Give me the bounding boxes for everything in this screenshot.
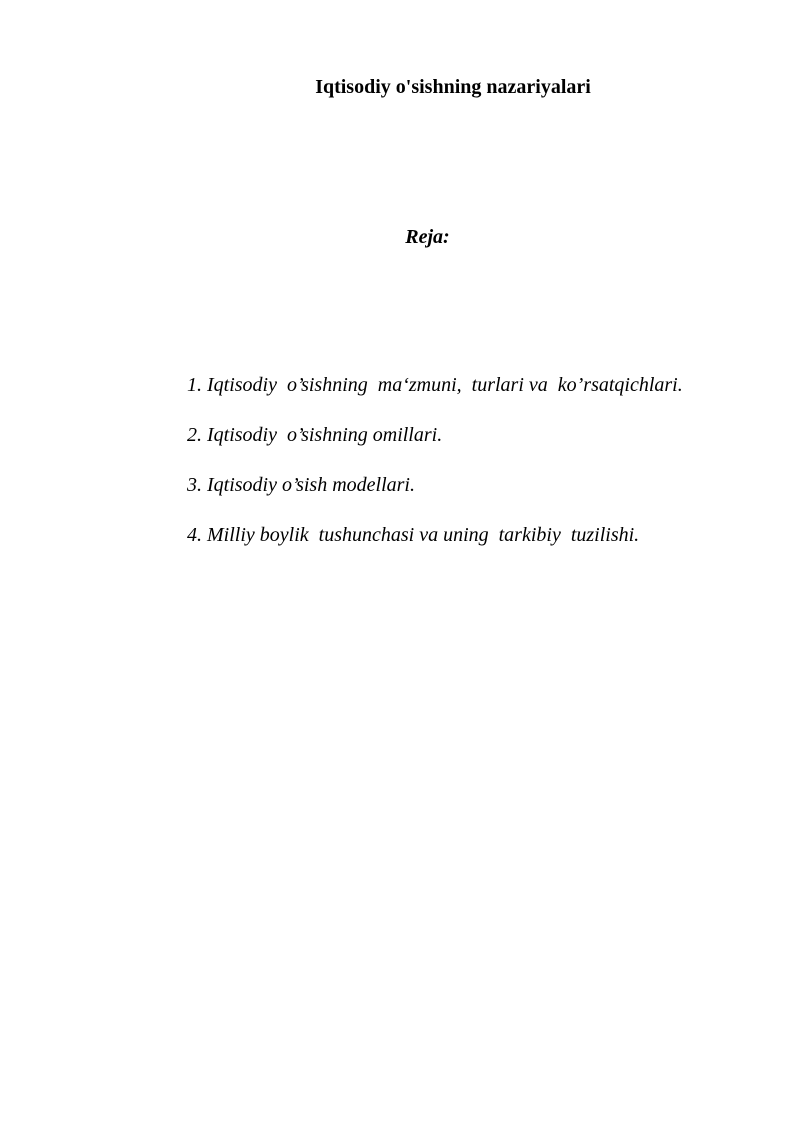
plan-list [187, 373, 683, 573]
document-title: Iqtisodiy o'sishning nazariyalari [315, 76, 591, 98]
plan-item-4: 4. Milliy boylik tushunchasi va uning tarkibiy tuzilishi. [187, 524, 640, 546]
plan-item-3: 3. Iqtisodiy o’sish modellari. [187, 474, 415, 496]
plan-heading: Reja: [405, 226, 450, 248]
plan-item-1: 1. Iqtisodiy o’sishning ma‘zmuni, turlari va ko’rsatqichlari. [187, 374, 683, 396]
plan-item-2: 2. Iqtisodiy o’sishning omillari. [187, 424, 443, 446]
